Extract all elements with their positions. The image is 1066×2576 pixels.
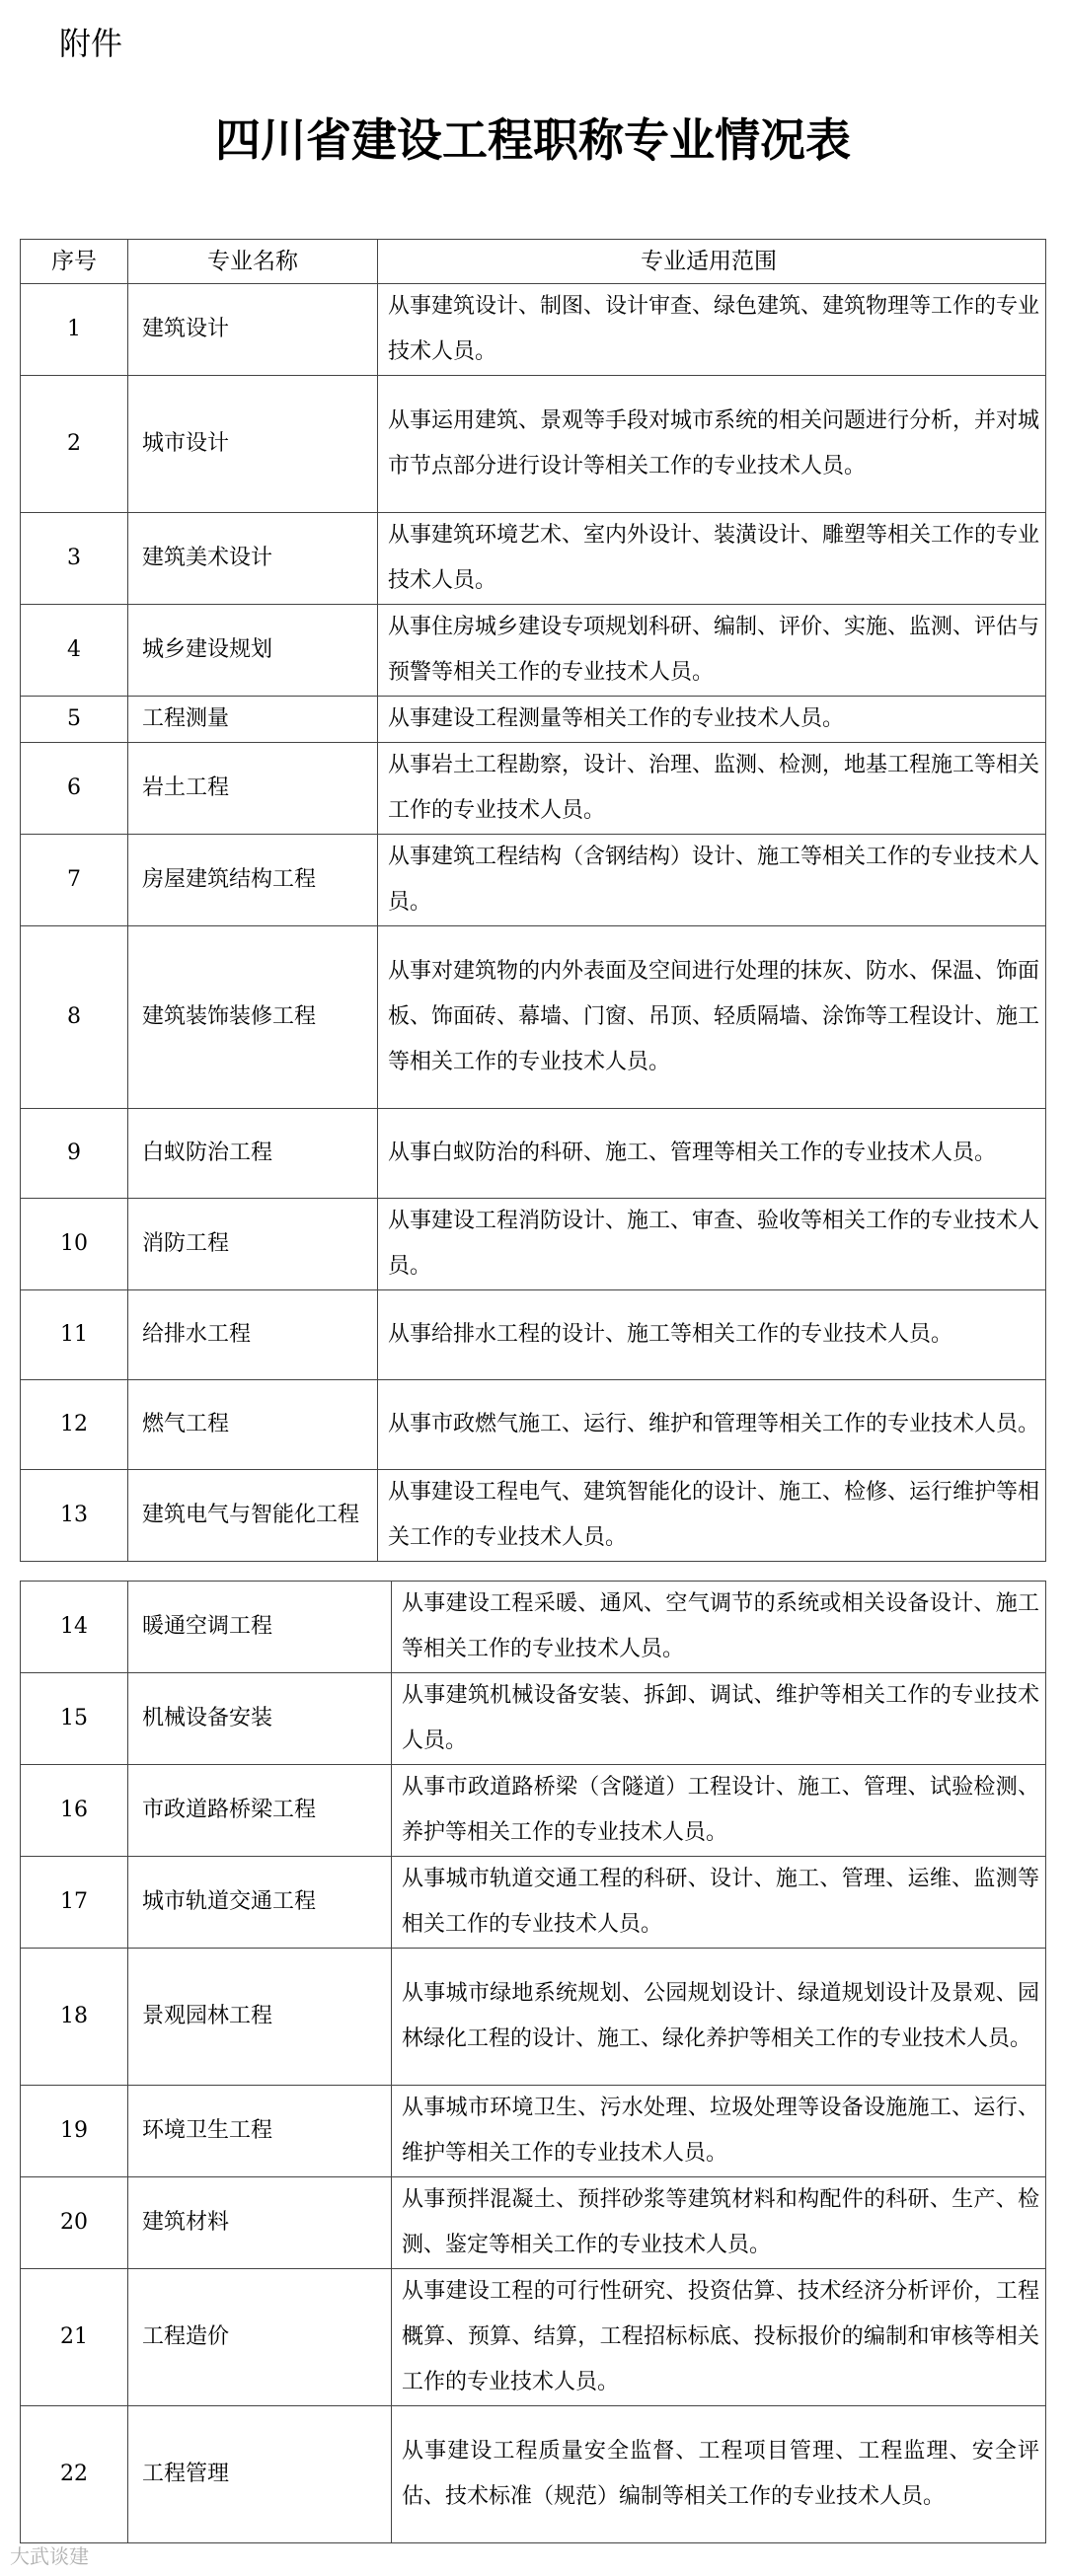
table-row xyxy=(21,2406,1046,2543)
row-applicable-scope: 从事白蚁防治的科研、施工、管理等相关工作的专业技术人员。 xyxy=(378,1109,1046,1199)
row-specialty-name: 市政道路桥梁工程 xyxy=(128,1765,392,1857)
row-specialty-name: 岩土工程 xyxy=(128,743,378,835)
row-specialty-name: 建筑材料 xyxy=(128,2177,392,2269)
row-specialty-name: 消防工程 xyxy=(128,1199,378,1290)
row-applicable-scope: 从事建筑环境艺术、室内外设计、装潢设计、雕塑等相关工作的专业技术人员。 xyxy=(378,513,1046,605)
row-specialty-name: 城市设计 xyxy=(128,376,378,513)
row-applicable-scope: 从事建设工程质量安全监督、工程项目管理、工程监理、安全评估、技术标准（规范）编制等相关工作的专业技术人员。 xyxy=(392,2406,1046,2543)
row-specialty-name: 工程管理 xyxy=(128,2406,392,2543)
row-serial-number: 15 xyxy=(21,1673,128,1765)
row-specialty-name: 环境卫生工程 xyxy=(128,2086,392,2177)
table-header-row xyxy=(21,240,1046,284)
row-applicable-scope: 从事建筑工程结构（含钢结构）设计、施工等相关工作的专业技术人员。 xyxy=(378,835,1046,926)
table-row xyxy=(21,1109,1046,1199)
table-row xyxy=(21,1380,1046,1470)
row-specialty-name: 工程测量 xyxy=(128,697,378,743)
row-serial-number: 18 xyxy=(21,1949,128,2086)
row-applicable-scope: 从事岩土工程勘察，设计、治理、监测、检测，地基工程施工等相关工作的专业技术人员。 xyxy=(378,743,1046,835)
row-applicable-scope: 从事市政道路桥梁（含隧道）工程设计、施工、管理、试验检测、养护等相关工作的专业技术人员。 xyxy=(392,1765,1046,1857)
table-row xyxy=(21,1857,1046,1949)
row-serial-number: 7 xyxy=(21,835,128,926)
row-specialty-name: 建筑电气与智能化工程 xyxy=(128,1470,378,1562)
row-specialty-name: 机械设备安装 xyxy=(128,1673,392,1765)
row-serial-number: 14 xyxy=(21,1582,128,1673)
specialty-table-part-2 xyxy=(20,1581,1046,2543)
table-row xyxy=(21,605,1046,697)
table-row xyxy=(21,926,1046,1109)
row-specialty-name: 暖通空调工程 xyxy=(128,1582,392,1673)
row-applicable-scope: 从事运用建筑、景观等手段对城市系统的相关问题进行分析，并对城市节点部分进行设计等相关工作的专业技术人员。 xyxy=(378,376,1046,513)
table-row xyxy=(21,1199,1046,1290)
table-row xyxy=(21,1470,1046,1562)
row-serial-number: 10 xyxy=(21,1199,128,1290)
row-applicable-scope: 从事建设工程消防设计、施工、审查、验收等相关工作的专业技术人员。 xyxy=(378,1199,1046,1290)
table-row xyxy=(21,697,1046,743)
row-applicable-scope: 从事住房城乡建设专项规划科研、编制、评价、实施、监测、评估与预警等相关工作的专业技术人员。 xyxy=(378,605,1046,697)
row-serial-number: 22 xyxy=(21,2406,128,2543)
table-row xyxy=(21,1290,1046,1380)
row-serial-number: 4 xyxy=(21,605,128,697)
table-row xyxy=(21,376,1046,513)
row-serial-number: 5 xyxy=(21,697,128,743)
row-specialty-name: 工程造价 xyxy=(128,2269,392,2406)
table-row xyxy=(21,1582,1046,1673)
row-specialty-name: 燃气工程 xyxy=(128,1380,378,1470)
row-applicable-scope: 从事市政燃气施工、运行、维护和管理等相关工作的专业技术人员。 xyxy=(378,1380,1046,1470)
row-serial-number: 2 xyxy=(21,376,128,513)
row-serial-number: 19 xyxy=(21,2086,128,2177)
row-applicable-scope: 从事建设工程采暖、通风、空气调节的系统或相关设备设计、施工等相关工作的专业技术人员。 xyxy=(392,1582,1046,1673)
row-serial-number: 3 xyxy=(21,513,128,605)
row-applicable-scope: 从事给排水工程的设计、施工等相关工作的专业技术人员。 xyxy=(378,1290,1046,1380)
row-specialty-name: 建筑设计 xyxy=(128,284,378,376)
specialty-table-part-1 xyxy=(20,239,1046,1562)
row-applicable-scope: 从事建筑机械设备安装、拆卸、调试、维护等相关工作的专业技术人员。 xyxy=(392,1673,1046,1765)
table-row xyxy=(21,513,1046,605)
row-applicable-scope: 从事预拌混凝土、预拌砂浆等建筑材料和构配件的科研、生产、检测、鉴定等相关工作的专业技术人员。 xyxy=(392,2177,1046,2269)
header-specialty-name: 专业名称 xyxy=(128,240,378,284)
table-row xyxy=(21,1673,1046,1765)
row-applicable-scope: 从事建筑设计、制图、设计审查、绿色建筑、建筑物理等工作的专业技术人员。 xyxy=(378,284,1046,376)
row-specialty-name: 城乡建设规划 xyxy=(128,605,378,697)
row-serial-number: 21 xyxy=(21,2269,128,2406)
header-applicable-scope: 专业适用范围 xyxy=(378,240,1046,284)
row-applicable-scope: 从事城市环境卫生、污水处理、垃圾处理等设备设施施工、运行、维护等相关工作的专业技术人员。 xyxy=(392,2086,1046,2177)
row-applicable-scope: 从事建设工程测量等相关工作的专业技术人员。 xyxy=(378,697,1046,743)
row-serial-number: 8 xyxy=(21,926,128,1109)
row-applicable-scope: 从事城市绿地系统规划、公园规划设计、绿道规划设计及景观、园林绿化工程的设计、施工、绿化养护等相关工作的专业技术人员。 xyxy=(392,1949,1046,2086)
row-specialty-name: 城市轨道交通工程 xyxy=(128,1857,392,1949)
row-serial-number: 13 xyxy=(21,1470,128,1562)
table-row xyxy=(21,835,1046,926)
row-applicable-scope: 从事城市轨道交通工程的科研、设计、施工、管理、运维、监测等相关工作的专业技术人员。 xyxy=(392,1857,1046,1949)
table-row xyxy=(21,2269,1046,2406)
table-row xyxy=(21,2086,1046,2177)
document-title: 四川省建设工程职称专业情况表 xyxy=(215,113,851,167)
row-serial-number: 1 xyxy=(21,284,128,376)
row-applicable-scope: 从事建设工程的可行性研究、投资估算、技术经济分析评价，工程概算、预算、结算，工程招标标底、投标报价的编制和审核等相关工作的专业技术人员。 xyxy=(392,2269,1046,2406)
row-serial-number: 16 xyxy=(21,1765,128,1857)
row-specialty-name: 白蚁防治工程 xyxy=(128,1109,378,1199)
table-row xyxy=(21,284,1046,376)
row-serial-number: 6 xyxy=(21,743,128,835)
attachment-label: 附件 xyxy=(59,25,123,62)
row-specialty-name: 房屋建筑结构工程 xyxy=(128,835,378,926)
row-serial-number: 17 xyxy=(21,1857,128,1949)
row-serial-number: 20 xyxy=(21,2177,128,2269)
table-row xyxy=(21,2177,1046,2269)
row-applicable-scope: 从事建设工程电气、建筑智能化的设计、施工、检修、运行维护等相关工作的专业技术人员。 xyxy=(378,1470,1046,1562)
watermark: 大武谈建 xyxy=(10,2544,89,2568)
row-applicable-scope: 从事对建筑物的内外表面及空间进行处理的抹灰、防水、保温、饰面板、饰面砖、幕墙、门窗、吊顶、轻质隔墙、涂饰等工程设计、施工等相关工作的专业技术人员。 xyxy=(378,926,1046,1109)
header-serial-number: 序号 xyxy=(21,240,128,284)
row-specialty-name: 建筑美术设计 xyxy=(128,513,378,605)
row-serial-number: 9 xyxy=(21,1109,128,1199)
row-specialty-name: 给排水工程 xyxy=(128,1290,378,1380)
row-specialty-name: 建筑装饰装修工程 xyxy=(128,926,378,1109)
row-serial-number: 11 xyxy=(21,1290,128,1380)
table-row xyxy=(21,1765,1046,1857)
table-row xyxy=(21,743,1046,835)
row-serial-number: 12 xyxy=(21,1380,128,1470)
row-specialty-name: 景观园林工程 xyxy=(128,1949,392,2086)
table-row xyxy=(21,1949,1046,2086)
